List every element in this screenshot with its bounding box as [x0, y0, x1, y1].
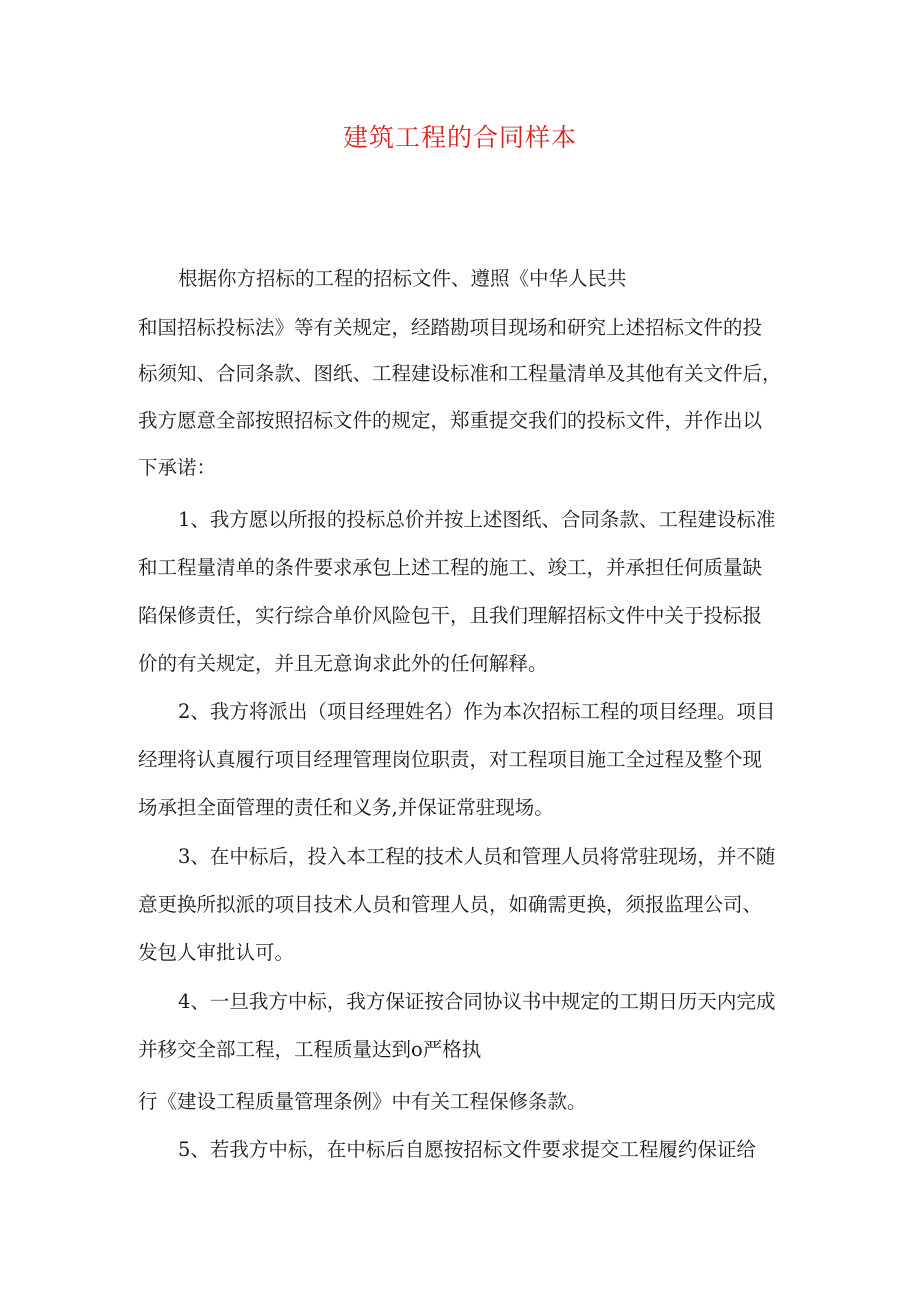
paragraph-line: 场承担全面管理的责任和义务,并保证常驻现场。 [138, 796, 554, 819]
paragraph-line: 3、在中标后，投入本工程的技术人员和管理人员将常驻现场，并不随 [178, 845, 776, 868]
paragraph-line: 根据你方招标的工程的招标文件、遵照《中华人民共 [178, 267, 627, 290]
paragraph-line: 4、一旦我方中标，我方保证按合同协议书中规定的工期日历天内完成 [178, 990, 776, 1013]
paragraph-line: 和工程量清单的条件要求承包上述工程的施工、竣工，并承担任何质量缺 [138, 556, 763, 579]
paragraph-line: 下承诺： [138, 456, 217, 479]
paragraph-line: 意更换所拟派的项目技术人员和管理人员，如确需更换，须报监理公司、 [138, 893, 763, 916]
paragraph-line: 陷保修责任，实行综合单价风险包干，且我们理解招标文件中关于投标报 [138, 604, 763, 627]
paragraph-line: 发包人审批认可。 [138, 941, 295, 964]
paragraph-line: 经理将认真履行项目经理管理岗位职责，对工程项目施工全过程及整个现 [138, 748, 763, 771]
paragraph-line: 行《建设工程质量管理条例》中有关工程保修条款。 [138, 1090, 587, 1113]
paragraph-line: 我方愿意全部按照招标文件的规定，郑重提交我们的投标文件，并作出以 [138, 409, 763, 432]
document-title: 建筑工程的合同样本 [342, 123, 577, 152]
paragraph-line: 5、若我方中标，在中标后自愿按招标文件要求提交工程履约保证给 [178, 1138, 756, 1161]
paragraph-line: 1、我方愿以所报的投标总价并按上述图纸、合同条款、工程建设标准 [178, 508, 776, 531]
paragraph-line: 2、我方将派出（项目经理姓名）作为本次招标工程的项目经理。项目 [178, 700, 776, 723]
paragraph-line: 和国招标投标法》等有关规定，经踏勘项目现场和研究上述招标文件的投 [138, 316, 763, 339]
paragraph-line: 标须知、合同条款、图纸、工程建设标准和工程量清单及其他有关文件后， [138, 362, 782, 385]
paragraph-line: 价的有关规定，并且无意询求此外的任何解释。 [138, 652, 548, 675]
paragraph-line: 并移交全部工程，工程质量达到o严格执 [138, 1038, 482, 1061]
